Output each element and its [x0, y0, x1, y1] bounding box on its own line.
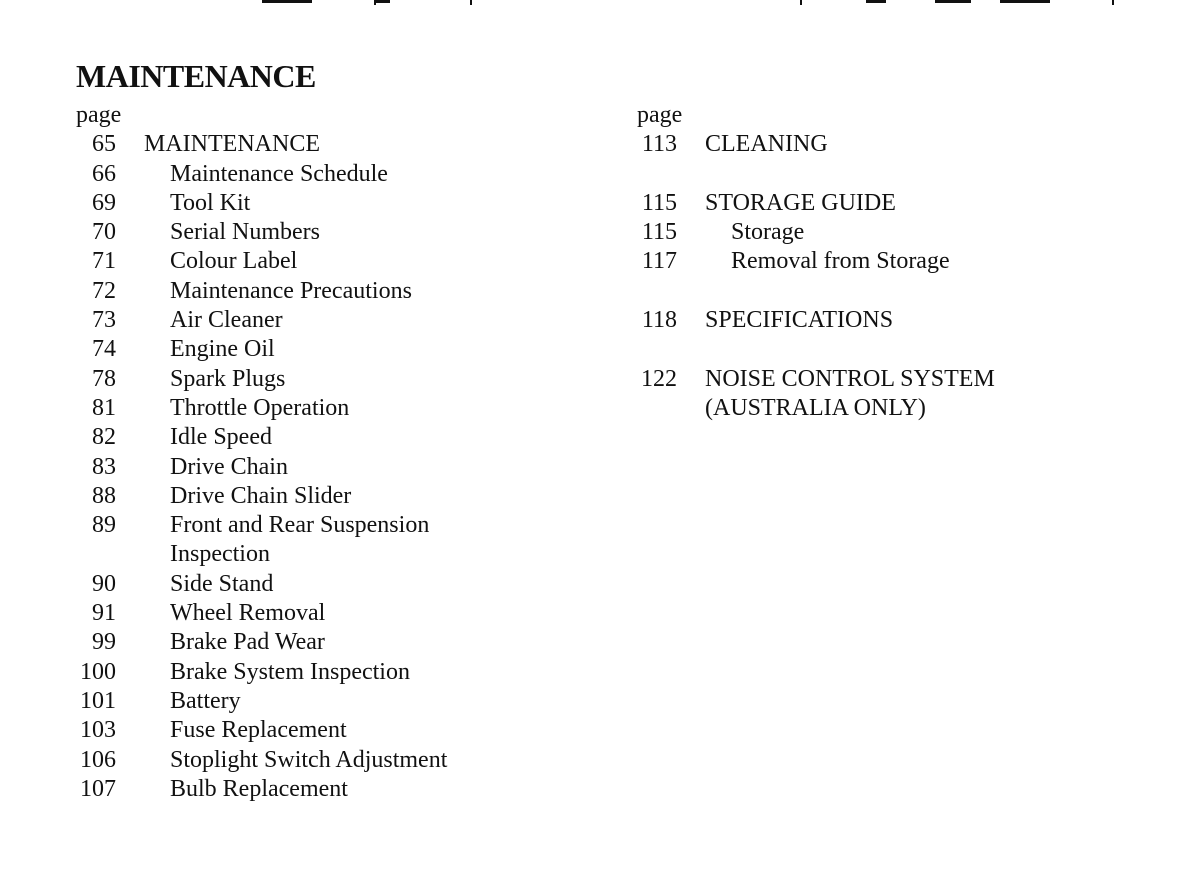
toc-entry-title: Colour Label	[170, 248, 298, 275]
toc-entry-title: Drive Chain Slider	[170, 482, 352, 509]
toc-entry-title: Storage	[731, 219, 805, 246]
toc-entry[interactable]	[76, 716, 556, 745]
toc-page-number: 78	[92, 365, 116, 392]
toc-page-number: 99	[92, 629, 116, 656]
tab-mark	[1000, 0, 1050, 3]
toc-entry[interactable]	[76, 687, 556, 716]
page-column-label: page	[76, 102, 122, 128]
toc-entry[interactable]	[76, 218, 556, 247]
spacer	[637, 277, 1117, 306]
toc-entry-title: Side Stand	[170, 570, 274, 597]
toc-section-title: MAINTENANCE	[144, 131, 320, 158]
toc-entry-continuation	[637, 394, 1117, 423]
toc-entry[interactable]	[76, 365, 556, 394]
toc-entry[interactable]	[637, 365, 1117, 394]
toc-page-number: 71	[92, 248, 116, 275]
tab-mark	[376, 0, 390, 3]
toc-entry[interactable]	[76, 335, 556, 364]
toc-entry[interactable]	[76, 511, 556, 540]
toc-right-column	[637, 101, 1117, 423]
toc-page-number: 82	[92, 424, 116, 451]
toc-page-number: 106	[80, 746, 116, 773]
toc-section-title-continued: (AUSTRALIA ONLY)	[705, 394, 926, 421]
tab-mark	[262, 0, 312, 3]
toc-page-number: 117	[641, 248, 677, 275]
toc-entry[interactable]	[76, 160, 556, 189]
toc-entry[interactable]	[76, 482, 556, 511]
toc-entry[interactable]	[76, 628, 556, 657]
toc-entry-title: Brake System Inspection	[170, 658, 410, 685]
toc-entry[interactable]	[76, 570, 556, 599]
toc-entry[interactable]	[76, 130, 556, 159]
toc-entry-title: Spark Plugs	[170, 365, 286, 392]
toc-page-number: 90	[92, 570, 116, 597]
toc-section-title: SPECIFICATIONS	[705, 307, 894, 334]
toc-entry[interactable]	[76, 394, 556, 423]
toc-entry-title: Brake Pad Wear	[170, 629, 325, 656]
toc-section-title: NOISE CONTROL SYSTEM	[705, 365, 995, 392]
toc-entry-title: Removal from Storage	[731, 248, 950, 275]
toc-entry[interactable]	[76, 658, 556, 687]
toc-entry-title: Air Cleaner	[170, 307, 283, 334]
spacer	[637, 160, 1117, 189]
toc-entry[interactable]	[637, 218, 1117, 247]
toc-entry[interactable]	[76, 746, 556, 775]
toc-entry-title: Fuse Replacement	[170, 717, 347, 744]
toc-page-number: 122	[641, 365, 677, 392]
toc-entry[interactable]	[637, 306, 1117, 335]
toc-page-number: 118	[641, 307, 677, 334]
toc-entry[interactable]	[76, 306, 556, 335]
toc-entry-title: Drive Chain	[170, 453, 288, 480]
toc-page-number: 107	[80, 775, 116, 802]
tab-mark	[866, 0, 886, 3]
toc-entry-title: Serial Numbers	[170, 219, 320, 246]
toc-section-title: CLEANING	[705, 131, 828, 158]
toc-entry[interactable]	[637, 189, 1117, 218]
toc-entry[interactable]	[76, 599, 556, 628]
toc-entry-title: Engine Oil	[170, 336, 275, 363]
tab-mark	[1112, 0, 1114, 5]
toc-page-number: 73	[92, 307, 116, 334]
toc-entry[interactable]	[76, 775, 556, 804]
toc-page-number: 83	[92, 453, 116, 480]
toc-entry-title: Throttle Operation	[170, 394, 350, 421]
toc-page-number: 100	[80, 658, 116, 685]
toc-entry-title: Stoplight Switch Adjustment	[170, 746, 448, 773]
toc-entry-continuation	[76, 540, 556, 569]
toc-entry-title: Maintenance Precautions	[170, 277, 412, 304]
toc-page-number: 70	[92, 219, 116, 246]
toc-page-number: 103	[80, 717, 116, 744]
toc-page-number: 89	[92, 512, 116, 539]
toc-page-number: 113	[641, 131, 677, 158]
toc-page-number: 91	[92, 600, 116, 627]
toc-page-number: 72	[92, 277, 116, 304]
toc-page-number: 66	[92, 160, 116, 187]
tab-mark	[470, 0, 472, 5]
toc-page-number: 101	[80, 687, 116, 714]
toc-entry[interactable]	[76, 247, 556, 276]
page-title: MAINTENANCE	[76, 58, 316, 94]
toc-entry-title: Idle Speed	[170, 424, 272, 451]
tab-mark	[935, 0, 971, 3]
page-column-label: page	[637, 102, 683, 128]
toc-page-number: 65	[92, 131, 116, 158]
toc-page-number: 115	[641, 219, 677, 246]
toc-page-number: 115	[641, 189, 677, 216]
toc-page-number: 81	[92, 394, 116, 421]
toc-entry-title: Wheel Removal	[170, 600, 326, 627]
toc-page-number: 69	[92, 189, 116, 216]
toc-left-column	[76, 101, 556, 804]
toc-entry[interactable]	[76, 423, 556, 452]
toc-entry[interactable]	[637, 247, 1117, 276]
toc-entry-title: Battery	[170, 687, 241, 714]
toc-entry[interactable]	[76, 189, 556, 218]
spacer	[637, 335, 1117, 364]
toc-section-title: STORAGE GUIDE	[705, 189, 896, 216]
toc-page-number: 88	[92, 482, 116, 509]
toc-entry[interactable]	[76, 277, 556, 306]
toc-entry-title-continued: Inspection	[170, 541, 270, 568]
toc-entry-title: Bulb Replacement	[170, 775, 348, 802]
toc-page-number: 74	[92, 336, 116, 363]
toc-entry[interactable]	[76, 453, 556, 482]
toc-entry-title: Tool Kit	[170, 189, 251, 216]
toc-entry[interactable]	[637, 130, 1117, 159]
toc-entry-title: Maintenance Schedule	[170, 160, 388, 187]
section-tab-marks	[0, 0, 1200, 6]
toc-entry-title: Front and Rear Suspension	[170, 512, 430, 539]
tab-mark	[800, 0, 802, 5]
